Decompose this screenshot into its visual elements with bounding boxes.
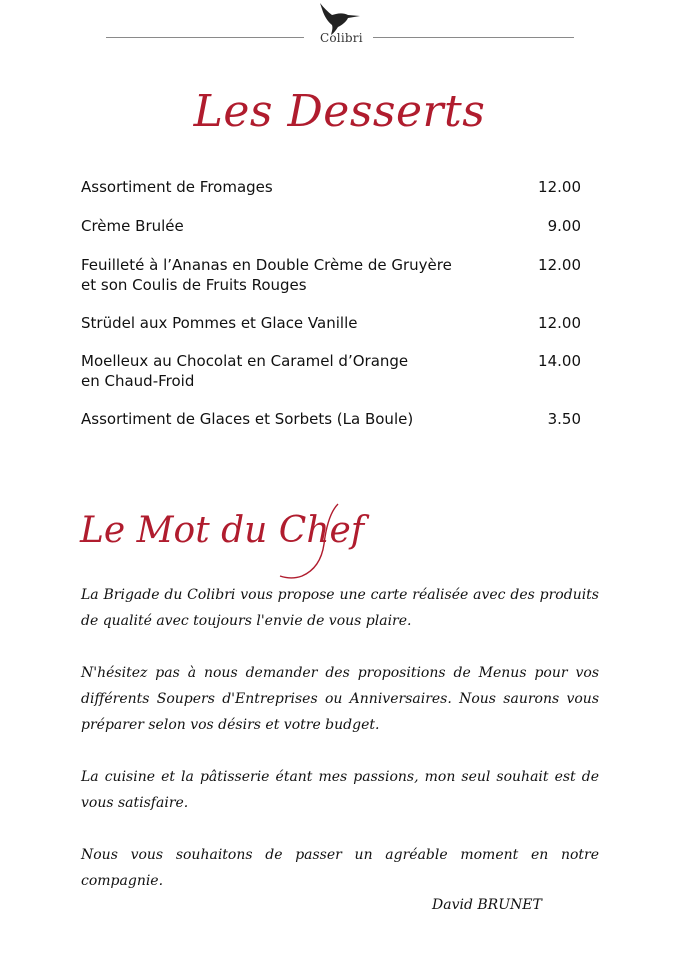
flourish-ornament (250, 500, 350, 582)
chef-signature: David BRUNET (432, 897, 542, 913)
menu-item-name-line: Assortiment de Fromages (81, 178, 273, 196)
header-rule-left (106, 37, 304, 38)
menu-item-name-line: et son Coulis de Fruits Rouges (81, 276, 307, 294)
menu-item-name-line: Feuilleté à l’Ananas en Double Crème de Gruyère (81, 256, 452, 274)
desserts-menu (81, 177, 581, 429)
chef-paragraph: Nous vous souhaitons de passer un agréable moment en notre compagnie. (81, 847, 599, 889)
menu-item-name (81, 177, 501, 197)
menu-item-price: 12.00 (538, 178, 581, 196)
menu-item-name (81, 313, 501, 333)
logo (310, 0, 370, 62)
header-rule-right (373, 37, 574, 38)
menu-item-name (81, 255, 501, 295)
menu-item-price: 12.00 (538, 314, 581, 332)
menu-item (81, 216, 581, 236)
menu-item-price: 14.00 (538, 352, 581, 370)
menu-item (81, 351, 581, 391)
menu-item-price: 9.00 (547, 217, 581, 235)
logo-text: Colibri (320, 31, 363, 45)
menu-item-name (81, 409, 501, 429)
menu-item (81, 409, 581, 429)
menu-item-name (81, 216, 501, 236)
chef-paragraph: La Brigade du Colibri vous propose une carte réalisée avec des produits de qualité avec toujours l'envie de vous plaire. (81, 587, 599, 629)
menu-item-name-line: Assortiment de Glaces et Sorbets (La Boule) (81, 410, 414, 428)
menu-item (81, 313, 581, 333)
menu-item (81, 177, 581, 197)
menu-item-price: 12.00 (538, 256, 581, 274)
menu-item-name-line: Strüdel aux Pommes et Glace Vanille (81, 314, 358, 332)
chef-message (81, 582, 599, 920)
desserts-title: Les Desserts (193, 86, 486, 137)
menu-item-price: 3.50 (547, 410, 581, 428)
menu-item-name-line: en Chaud-Froid (81, 372, 195, 390)
page-header (0, 0, 679, 70)
chef-title: Le Mot du Chef (80, 510, 365, 551)
menu-item (81, 255, 581, 295)
menu-item-name-line: Crème Brulée (81, 217, 184, 235)
chef-paragraph: N'hésitez pas à nous demander des propositions de Menus pour vos différents Soupers d'Entreprises ou Anniversaires. Nous saurons vous préparer selon vos désirs et votre budget. (81, 665, 599, 733)
menu-item-name (81, 351, 501, 391)
menu-item-name-line: Moelleux au Chocolat en Caramel d’Orange (81, 352, 409, 370)
chef-paragraph: La cuisine et la pâtisserie étant mes passions, mon seul souhait est de vous satisfaire. (81, 769, 599, 811)
